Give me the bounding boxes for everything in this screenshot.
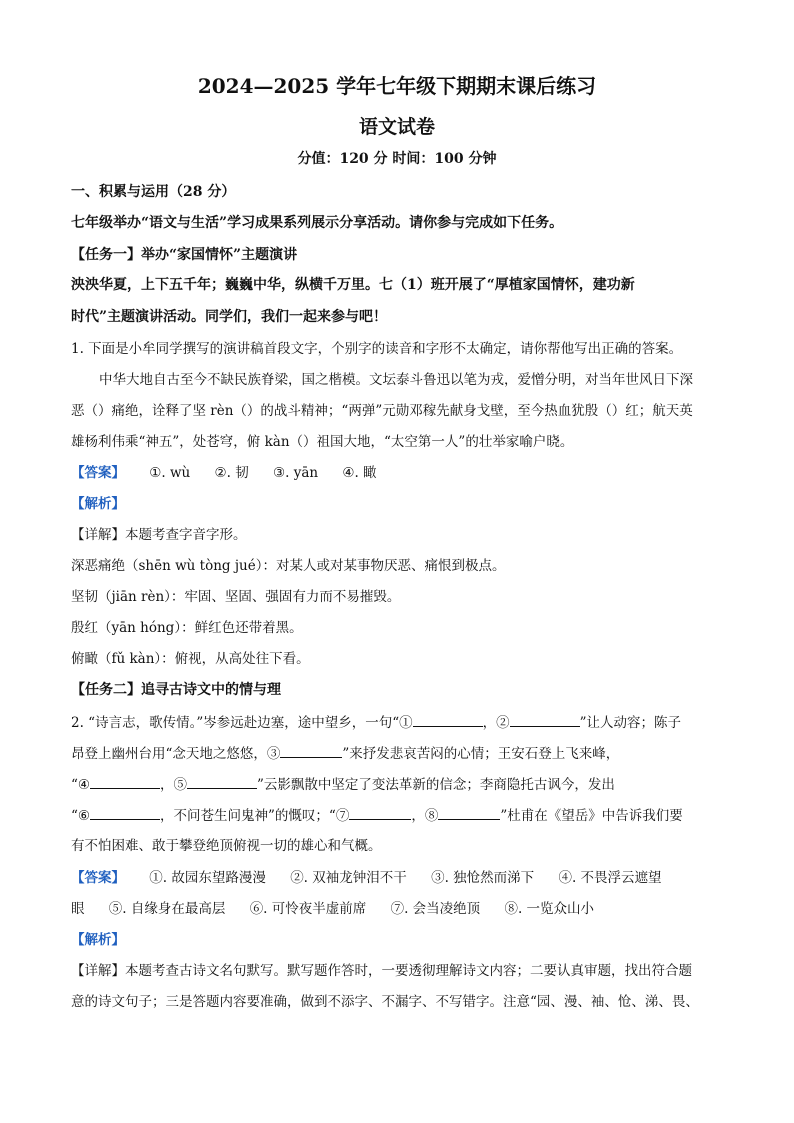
q2-line3: “④ ，⑤ ”云影飘散中坚定了变法革新的信念；李商隐托古讽今，发出 (71, 774, 615, 795)
answer-blank[interactable] (349, 805, 411, 820)
q2-answer: ④. 不畏浮云遮望 (558, 870, 662, 886)
q1-explanation: 殷红（yān hóng）：鲜红色还带着黑。 (71, 620, 303, 636)
q2-line5: 有不怕困难、敢于攀登绝顶俯视一切的雄心和气概。 (71, 838, 382, 854)
answer-blank[interactable] (510, 712, 580, 727)
q1-answer: ①. wù (149, 465, 191, 481)
q2-answer-continued: 眼 (71, 901, 85, 917)
q1-explanation: 坚韧（jiān rèn）：牢固、坚固、强固有力而不易摧毁。 (71, 589, 401, 605)
q1-explanation: 深恶痛绝（shēn wù tòng jué）：对某人或对某事物厌恶、痛恨到极点。 (71, 558, 506, 574)
q2-answer: ⑦. 会当凌绝顶 (390, 901, 481, 917)
q2-answer-row2 (71, 899, 594, 919)
answer-label: 【答案】 (71, 465, 125, 481)
task1-desc-line2: 时代”主题演讲活动。同学们，我们一起来参与吧！ (71, 309, 388, 325)
exam-title: 2024—2025 学年七年级下期期末课后练习 (197, 74, 597, 98)
q1-explanation: 俯瞰（fǔ kàn）：俯视，从高处往下看。 (71, 651, 310, 667)
section-intro: 七年级举办“语文与生活”学习成果系列展示分享活动。请你参与完成如下任务。 (71, 215, 564, 231)
answer-blank[interactable] (187, 774, 257, 789)
task2-heading: 【任务二】追寻古诗文中的情与理 (71, 682, 281, 698)
q1-answer: ③. yān (273, 465, 319, 481)
q1-answer: ④. 瞰 (342, 465, 377, 481)
q1-passage-line3: 雄杨利伟乘“神五”，处苍穹，俯 kàn（）祖国大地，“太空第一人”的壮举家喻户晓。 (71, 434, 574, 450)
q1-passage-line2: 恶（）痛绝，诠释了坚 rèn（）的战斗精神；“两弹”元勋邓稼先献身戈壁，至今热血犹殷（）红；航天英 (71, 403, 693, 419)
exam-subtitle: 语文试卷 (358, 116, 435, 138)
answer-blank[interactable] (438, 805, 500, 820)
q2-answer-row1 (71, 868, 662, 888)
q2-answer: ⑧. 一览众山小 (504, 901, 595, 917)
q2-answer: ②. 双袖龙钟泪不干 (290, 870, 407, 886)
answer-blank[interactable] (90, 805, 160, 820)
q2-answer: ⑤. 自缘身在最高层 (108, 901, 226, 917)
q1-answer: ②. 韧 (214, 465, 249, 481)
task1-heading: 【任务一】举办“家国情怀”主题演讲 (71, 247, 298, 263)
answer-label: 【答案】 (71, 870, 125, 886)
q2-answer: ①. 故园东望路漫漫 (149, 870, 266, 886)
analysis-label: 【解析】 (71, 496, 125, 512)
q2-detail-line2: 意的诗文句子；三是答题内容要准确，做到不添字、不漏字、不写错字。注意“园、漫、袖、怆、涕、畏、 (71, 994, 699, 1010)
exam-meta: 分值：120 分 时间：100 分钟 (297, 151, 497, 167)
q2-line1: 2. “诗言志，歌传情。”岑参远赴边塞，途中望乡，一句“① ，② ”让人动容；陈子 (71, 712, 681, 733)
answer-blank[interactable] (90, 774, 160, 789)
answer-blank[interactable] (413, 712, 483, 727)
q2-answer: ⑥. 可怜夜半虚前席 (249, 901, 367, 917)
task1-desc-line1: 泱泱华夏，上下五千年；巍巍中华，纵横千万里。七（1）班开展了“厚植家国情怀，建功新 (71, 277, 635, 293)
q1-answer-row (71, 463, 377, 483)
section-heading: 一、积累与运用（28 分） (71, 184, 236, 200)
q2-line2: 昂登上幽州台用“念天地之悠悠，③ ”来抒发悲哀苦闷的心情；王安石登上飞来峰， (71, 743, 619, 764)
analysis-label: 【解析】 (71, 932, 125, 948)
answer-blank[interactable] (280, 743, 342, 758)
q1-passage-line1: 中华大地自古至今不缺民族脊梁，国之楷模。文坛泰斗鲁迅以笔为戎，爱憎分明，对当年世风日下深 (99, 372, 693, 388)
q2-answer: ③. 独怆然而涕下 (431, 870, 535, 886)
q1-detail: 【详解】本题考查字音字形。 (71, 527, 247, 543)
q2-line4: “⑥ ，不问苍生问鬼神”的慨叹；“⑦ ，⑧ ”杜甫在《望岳》中告诉我们要 (71, 805, 683, 826)
q1-stem: 1. 下面是小牟同学撰写的演讲稿首段文字，个别字的读音和字形不太确定，请你帮他写出正确的答案。 (71, 341, 683, 357)
q2-detail-line1: 【详解】本题考查古诗文名句默写。默写题作答时，一要透彻理解诗文内容；二要认真审题，找出符合题 (71, 963, 692, 979)
